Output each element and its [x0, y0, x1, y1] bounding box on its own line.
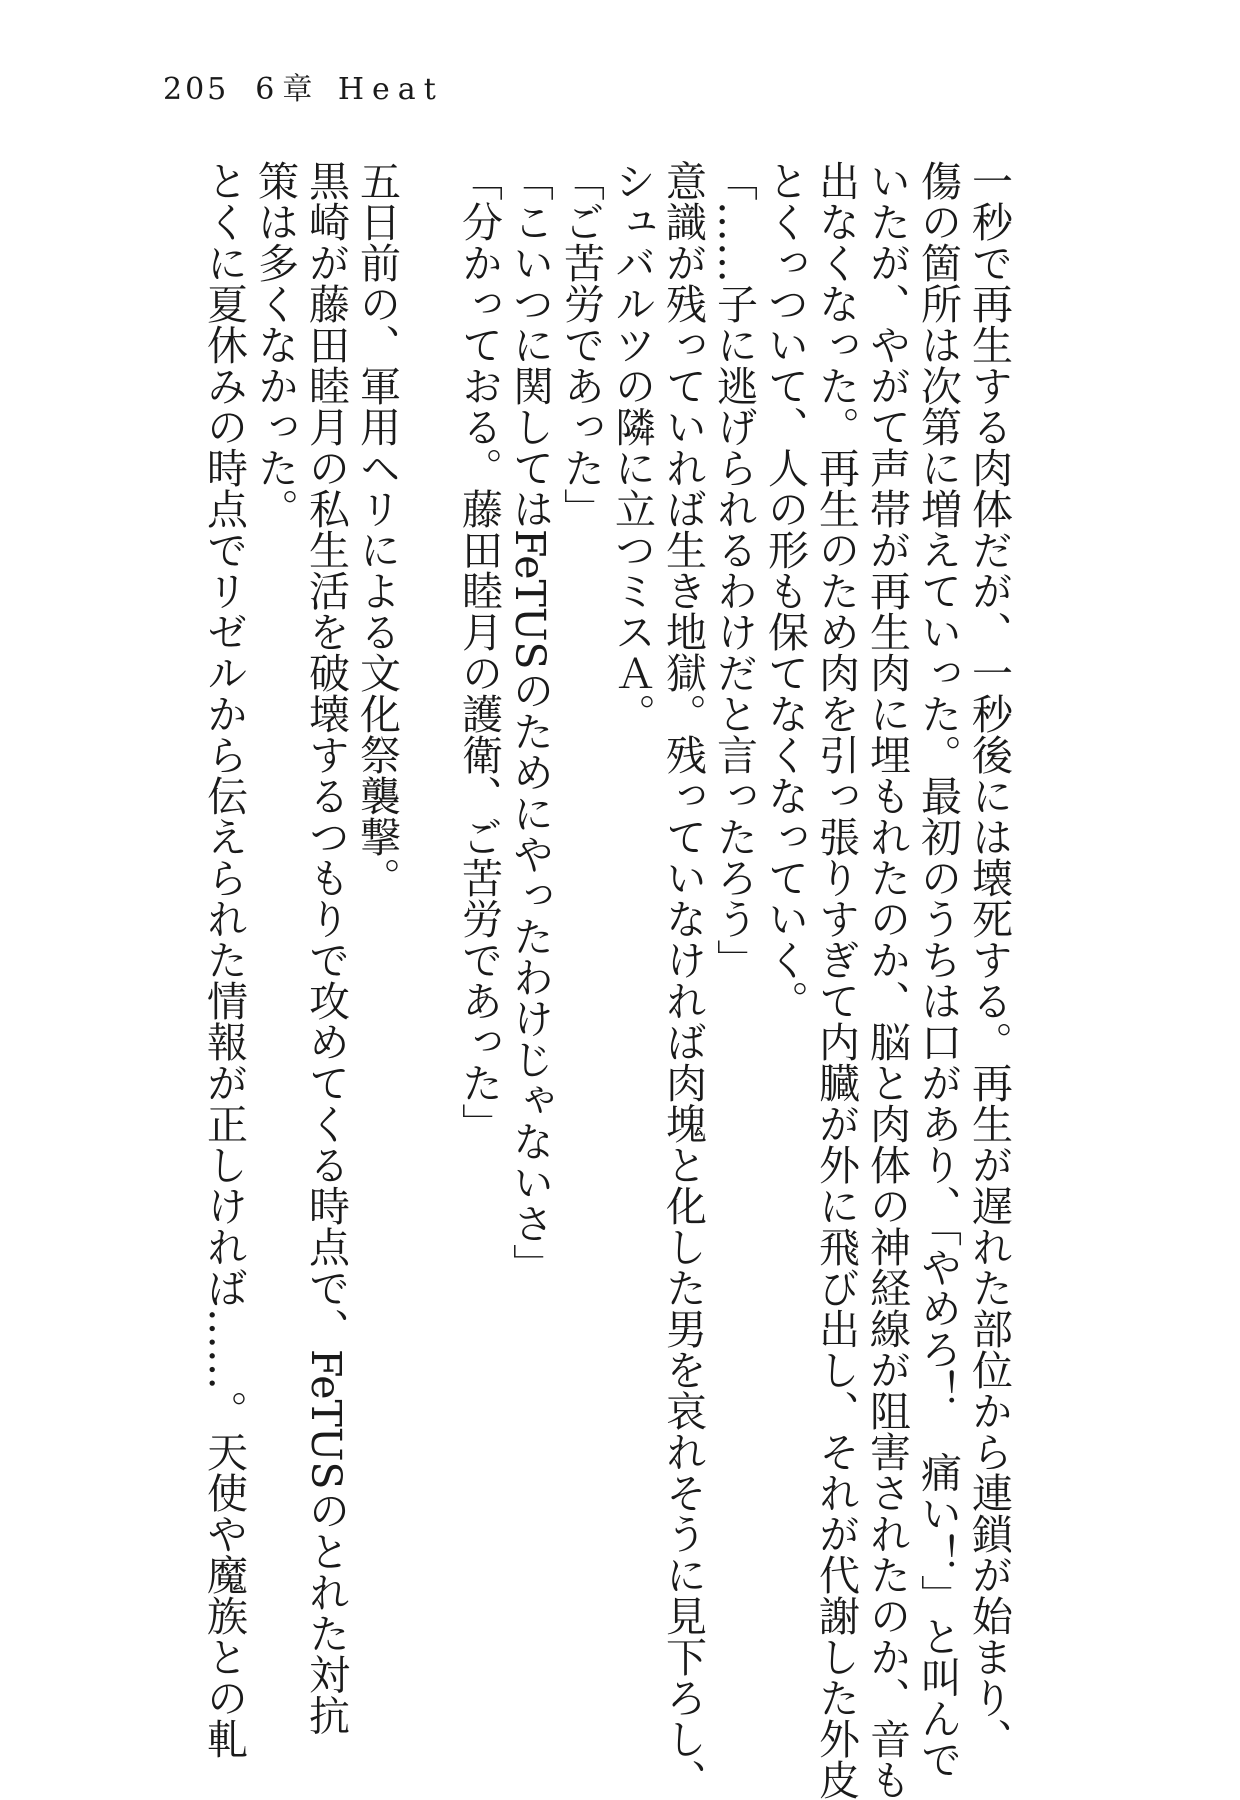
running-head: [163, 64, 444, 108]
text-line: 黒崎が藤田睦月の私生活を破壊するつもりで攻めてくる時点で、FeTUSのとれた対抗: [302, 160, 350, 1736]
text-line: 傷の箇所は次第に増えていった。最初のうちは口があり、「やめろ！ 痛い！」と叫んで: [914, 160, 962, 1780]
text-line: 「こいつに関してはFeTUSのためにやったわけじゃないさ」: [506, 160, 554, 1285]
text-line: 「ご苦労であった」: [557, 160, 605, 529]
page-number: 205: [163, 72, 230, 107]
text-line: 五日前の、軍用ヘリによる文化祭襲撃。: [353, 160, 401, 898]
text-line: 「分かっておる。藤田睦月の護衛、ご苦労であった」: [455, 160, 503, 1144]
blank-line: [402, 160, 453, 1620]
text-line: いたが、やがて声帯が再生肉に埋もれたのか、脳と肉体の神経線が阻害されたのか、音も: [863, 160, 911, 1800]
text-line: とくっついて、人の形も保てなくなっていく。: [761, 160, 809, 1021]
text-line: 意識が残っていれば生き地獄。残っていなければ肉塊と化した男を哀れそうに見下ろし、: [659, 160, 707, 1800]
text-line: シュバルツの隣に立つミスＡ。: [608, 160, 656, 734]
text-line: 策は多くなかった。: [251, 160, 299, 529]
text-line: 一秒で再生する肉体だが、一秒後には壊死する。再生が遅れた部位から連鎖が始まり、: [965, 160, 1013, 1759]
text-line: 「……子に逃げられるわけだと言ったろう」: [710, 160, 758, 980]
text-line: 出なくなった。再生のため肉を引っ張りすぎて内臓が外に飛び出し、それが代謝した外皮: [812, 160, 860, 1800]
chapter-title: 6章 Heat: [255, 72, 444, 107]
vertical-text-body: [198, 160, 1014, 1800]
text-line: とくに夏休みの時点でリゼルから伝えられた情報が正しければ……。天使や魔族との軋: [200, 160, 248, 1759]
